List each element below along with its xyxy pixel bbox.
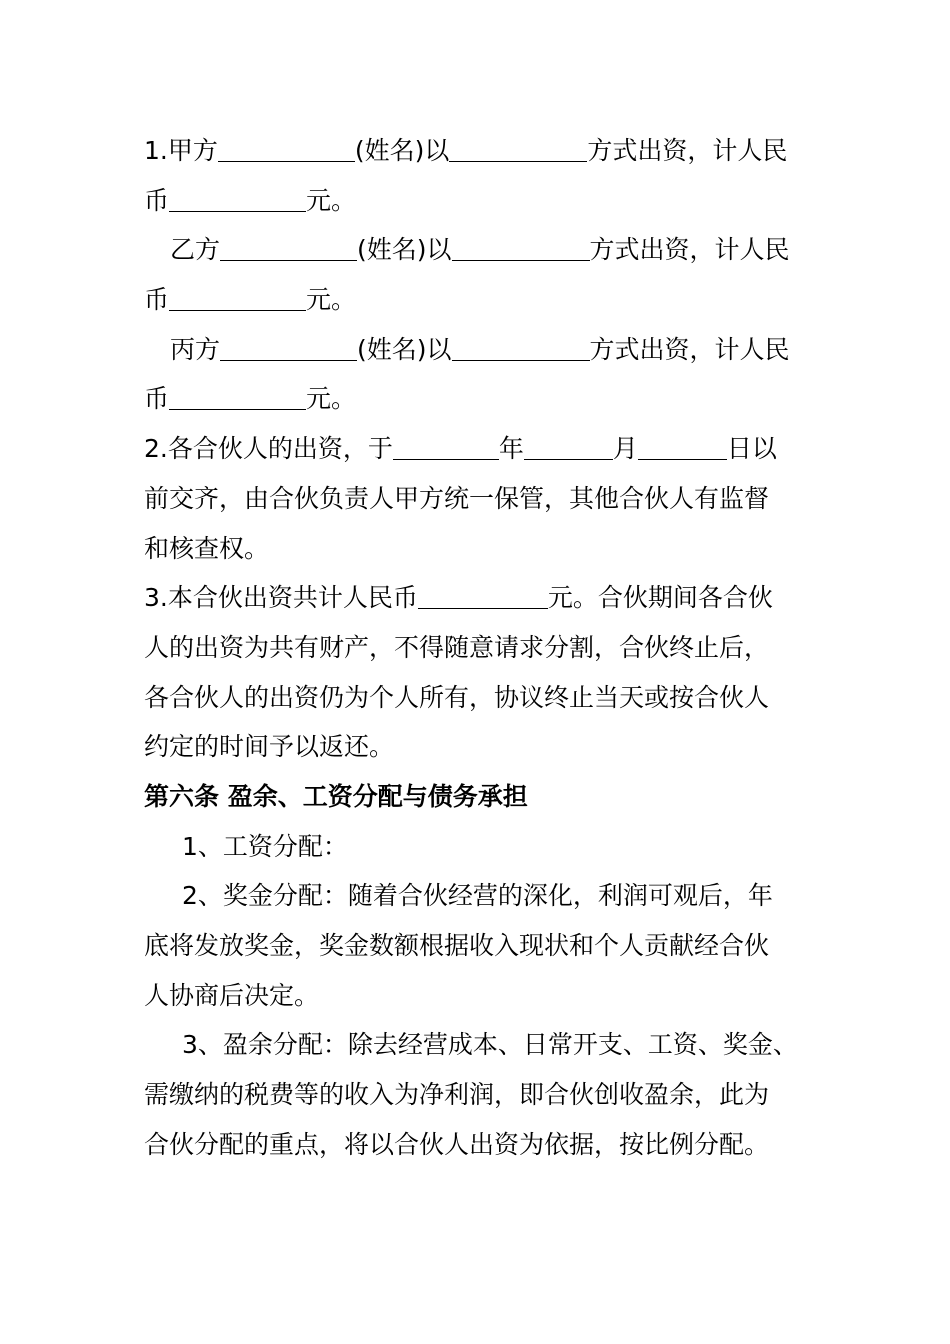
text-segment: 方式出资，计人民 [587, 136, 788, 165]
text-segment: 月 [612, 434, 638, 464]
text-line: 需缴纳的税费等的收入为净利润，即合伙创收盈余，此为 [144, 1080, 770, 1110]
text-segment: 元。 [306, 285, 357, 315]
text-segment: 币 [144, 185, 170, 215]
text-line: 3、盈余分配：除去经营成本、日常开支、工资、奖金、 [182, 1030, 798, 1060]
text-line [144, 275, 824, 325]
fill-blank [449, 136, 587, 162]
fill-blank [169, 186, 306, 212]
text-segment: 元。 [306, 185, 357, 215]
fill-blank [638, 434, 727, 460]
text-line: 底将发放奖金，奖金数额根据收入现状和个人贡献经合伙 [144, 931, 770, 960]
text-segment: 方式出资，计人民 [589, 334, 790, 364]
fill-blank [452, 235, 590, 261]
text-segment: 年 [498, 434, 524, 464]
fill-blank [218, 136, 355, 162]
fill-blank [220, 335, 357, 361]
section-heading: 第六条 盈余、工资分配与债务承担 [144, 781, 528, 811]
text-line [144, 325, 824, 375]
fill-blank [169, 384, 306, 410]
text-line [144, 374, 824, 424]
text-segment: 乙方 [170, 235, 221, 265]
text-segment: (姓名)以 [357, 334, 452, 364]
text-line: 1、工资分配： [182, 831, 348, 861]
text-line: 约定的时间予以返还。 [144, 732, 395, 762]
text-segment: 1.甲方 [144, 136, 218, 165]
text-line [144, 126, 824, 176]
text-line: 人协商后决定。 [144, 980, 320, 1010]
text-line [144, 176, 824, 226]
text-segment: 币 [144, 384, 170, 414]
fill-blank [524, 434, 613, 460]
text-segment: 2.各合伙人的出资，于 [144, 434, 393, 464]
text-line [144, 225, 824, 275]
fill-blank [169, 285, 306, 311]
text-line: 和核查权。 [144, 533, 270, 563]
document-body [144, 126, 824, 1169]
text-segment: 方式出资，计人民 [589, 235, 790, 265]
text-line [144, 424, 824, 474]
text-segment: 日以 [726, 434, 777, 464]
text-line [144, 573, 824, 623]
text-segment: 3.本合伙出资共计人民币 [144, 583, 418, 613]
fill-blank [220, 235, 357, 261]
text-segment: (姓名)以 [357, 235, 452, 265]
text-line: 前交齐，由合伙负责人甲方统一保管，其他合伙人有监督 [144, 483, 770, 513]
text-segment: 元。合伙期间各合伙 [547, 583, 773, 613]
text-line: 合伙分配的重点，将以合伙人出资为依据，按比例分配。 [144, 1129, 770, 1159]
text-segment: 丙方 [170, 334, 221, 364]
text-line: 人的出资为共有财产，不得随意请求分割，合伙终止后， [144, 632, 770, 662]
text-line: 2、奖金分配：随着合伙经营的深化，利润可观后，年 [182, 881, 773, 911]
fill-blank [393, 434, 499, 460]
text-segment: (姓名)以 [354, 136, 450, 165]
text-segment: 币 [144, 285, 170, 315]
fill-blank [452, 335, 590, 361]
text-line: 各合伙人的出资仍为个人所有，协议终止当天或按合伙人 [144, 682, 770, 712]
text-segment: 元。 [306, 384, 357, 414]
fill-blank [418, 583, 548, 609]
